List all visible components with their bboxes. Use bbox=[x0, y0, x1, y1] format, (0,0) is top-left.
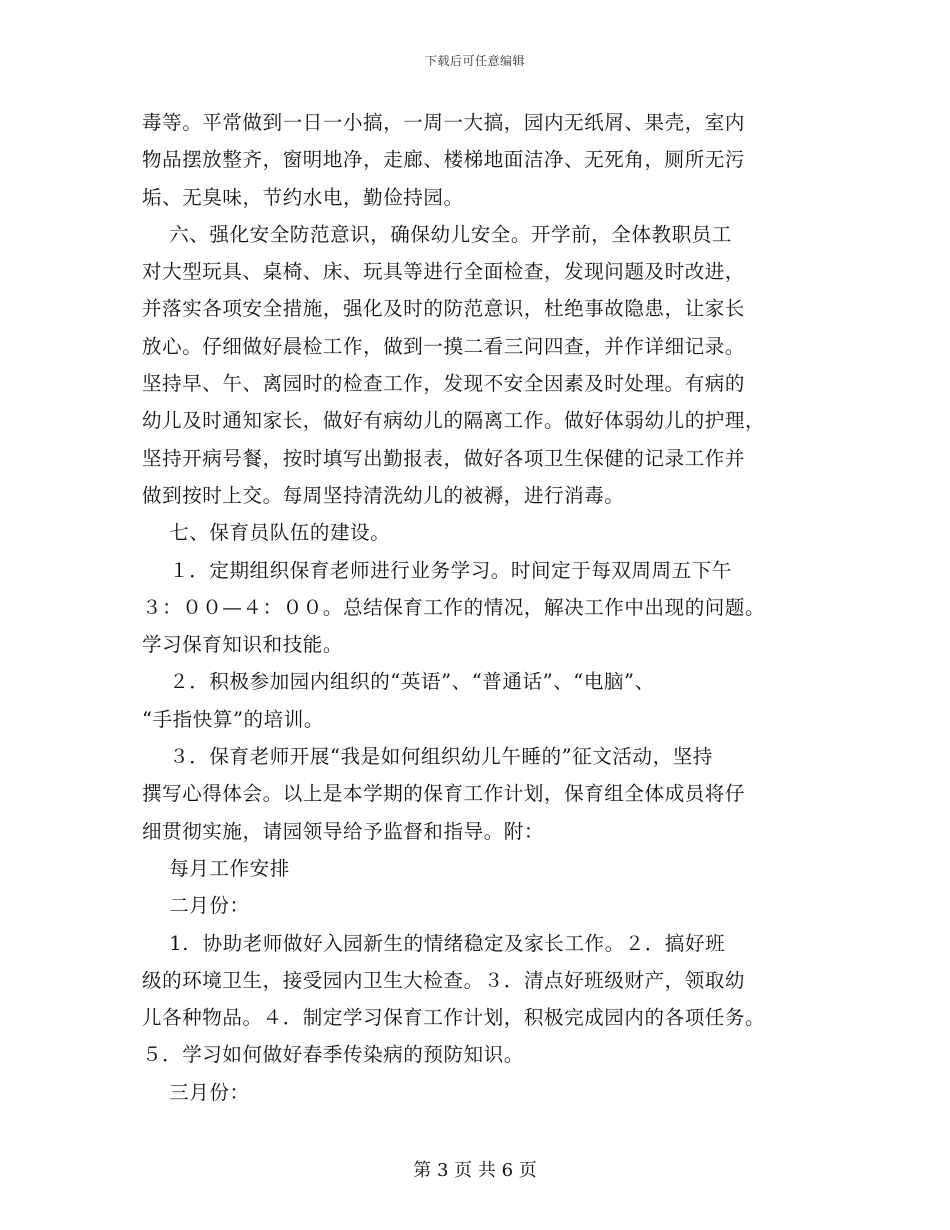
paragraph-line: ３．保育老师开展“我是如何组织幼儿午睡的”征文活动，坚持 bbox=[142, 745, 713, 769]
paragraph-line: 对大型玩具、桌椅、床、玩具等进行全面检查，发现问题及时改进， bbox=[142, 260, 746, 284]
paragraph-line: 并落实各项安全措施，强化及时的防范意识，杜绝事故隐患，让家长 bbox=[142, 297, 746, 321]
paragraph-line: 细贯彻实施，请园领导给予监督和指导。附： bbox=[142, 819, 545, 843]
month-heading: 三月份： bbox=[142, 1080, 250, 1104]
section-heading: 每月工作安排 bbox=[142, 856, 290, 880]
paragraph-line: 坚持开病号餐，按时填写出勤报表，做好各项卫生保健的记录工作并 bbox=[142, 446, 746, 470]
paragraph-line: ５．学习如何做好春季传染病的预防知识。 bbox=[142, 1043, 524, 1067]
paragraph-line: 垢、无臭味，节约水电，勤俭持园。 bbox=[142, 185, 464, 209]
paragraph-line: 坚持早、午、离园时的检查工作，发现不安全因素及时处理。有病的 bbox=[142, 372, 746, 396]
page-header: 下载后可任意编辑 bbox=[424, 54, 525, 68]
paragraph-line: 物品摆放整齐，窗明地净，走廊、楼梯地面洁净、无死角，厕所无污 bbox=[142, 148, 746, 172]
section-heading: 七、保育员队伍的建设。 bbox=[142, 521, 391, 545]
paragraph-line: 1. 协助老师做好入园新生的情绪稳定及家长工作。２．搞好班 bbox=[142, 931, 726, 955]
paragraph-line: 学习保育知识和技能。 bbox=[142, 633, 344, 657]
paragraph-line: 级的环境卫生，接受园内卫生大检查。３．清点好班级财产，领取幼 bbox=[142, 968, 746, 992]
paragraph-line: 毒等。平常做到一日一小搞，一周一大搞，园内无纸屑、果壳，室内 bbox=[142, 111, 746, 134]
paragraph-line: 幼儿及时通知家长，做好有病幼儿的隔离工作。做好体弱幼儿的护理， bbox=[142, 409, 766, 433]
month-heading: 二月份： bbox=[142, 894, 250, 918]
paragraph-line: １．定期组织保育老师进行业务学习。时间定于每双周周五下午 bbox=[142, 558, 732, 582]
paragraph-line: ３：００—４：００。总结保育工作的情况，解决工作中出现的问题。 bbox=[142, 595, 766, 619]
paragraph-line: 放心。仔细做好晨检工作，做到一摸二看三问四查，并作详细记录。 bbox=[142, 334, 746, 358]
paragraph-line: 做到按时上交。每周坚持清洗幼儿的被褥，进行消毒。 bbox=[142, 483, 625, 507]
paragraph-line: 六、强化安全防范意识，确保幼儿安全。开学前，全体教职员工 bbox=[142, 222, 732, 246]
paragraph-line: 撰写心得体会。以上是本学期的保育工作计划，保育组全体成员将仔 bbox=[142, 782, 746, 806]
paragraph-line: ２．积极参加园内组织的“英语”、“普通话”、“电脑”、 bbox=[142, 670, 655, 694]
document-body bbox=[142, 104, 812, 1111]
paragraph-line: 儿各种物品。４．制定学习保育工作计划，积极完成园内的各项任务。 bbox=[142, 1006, 766, 1030]
page-footer: 第 3 页 共 6 页 bbox=[413, 1160, 537, 1181]
paragraph-line: “手指快算”的培训。 bbox=[142, 707, 324, 731]
